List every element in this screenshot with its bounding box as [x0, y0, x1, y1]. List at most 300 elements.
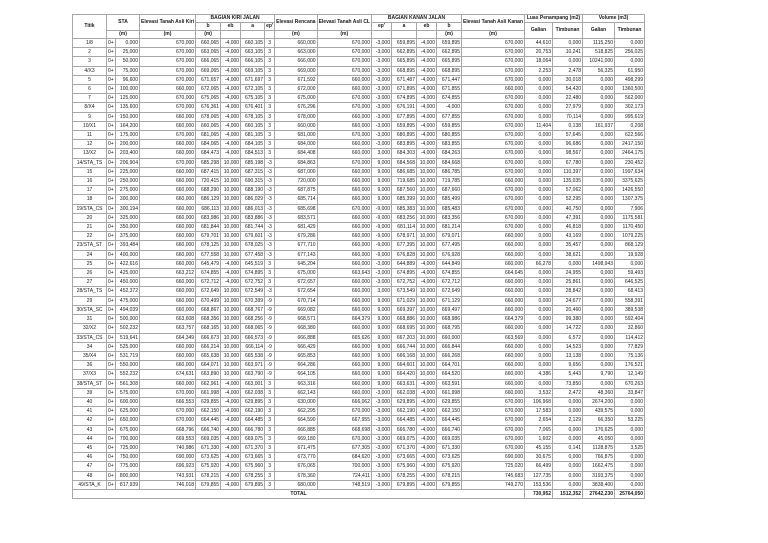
table-cell: -9 — [265, 361, 275, 370]
table-cell: 663,000 — [275, 48, 317, 57]
table-cell: 660,000 — [317, 361, 371, 370]
table-cell: 10,000 — [221, 158, 241, 167]
table-cell: 99,380 — [553, 315, 583, 324]
table-cell: 500,000 — [116, 315, 140, 324]
table-cell: 681,214 — [436, 223, 461, 232]
header-elev-kiri: Elevasi Tanah Asli Kiri — [140, 15, 196, 31]
table-cell: 43 — [73, 425, 107, 434]
table-cell: 681,844 — [196, 223, 221, 232]
table-cell: 552,232 — [116, 370, 140, 379]
table-cell: 9,000 — [371, 324, 391, 333]
table-row — [73, 296, 645, 305]
table-cell: 678,255 — [241, 471, 265, 480]
table-cell: 176,625 — [583, 425, 615, 434]
table-row — [73, 158, 645, 167]
unit-elev-kanan: (m) — [461, 31, 524, 39]
table-cell: 10,000 — [416, 241, 436, 250]
table-cell: 225,000 — [116, 167, 140, 176]
table-cell: 688,190 — [241, 186, 265, 195]
table-cell: 660,000 — [317, 121, 371, 130]
table-cell: 660,000 — [140, 250, 196, 259]
table-cell: 672,000 — [275, 85, 317, 94]
table-cell: 0,000 — [525, 103, 553, 112]
table-cell: 659,895 — [391, 39, 416, 48]
table-cell: 678,360 — [275, 471, 317, 480]
table-cell: 0+ — [108, 408, 114, 415]
table-cell: 669,075 — [391, 434, 416, 443]
table-cell: 0,138 — [553, 121, 583, 130]
table-cell: -3,000 — [371, 278, 391, 287]
table-cell: 675,105 — [241, 94, 265, 103]
header-ep-right: ep' — [371, 23, 391, 31]
table-cell: 660,000 — [317, 250, 371, 259]
table-cell: -4,000 — [416, 480, 436, 489]
total-vol-galian: 27642,230 — [583, 489, 615, 498]
table-cell: 666,780 — [391, 425, 416, 434]
table-cell: -4,000 — [221, 57, 241, 66]
table-cell: 679,855 — [436, 480, 461, 489]
table-cell: 766,875 — [583, 453, 615, 462]
table-cell: -4,000 — [221, 259, 241, 268]
table-cell: 663,065 — [196, 48, 221, 57]
table-cell: 678,971 — [391, 232, 416, 241]
table-cell: 0,000 — [525, 186, 553, 195]
table-cell: -9 — [265, 305, 275, 314]
table-cell: 663,790 — [241, 370, 265, 379]
table-cell: 250,000 — [116, 177, 140, 186]
table-cell: -4,000 — [221, 462, 241, 471]
table-cell: 562,000 — [615, 94, 645, 103]
table-cell: 26 — [73, 269, 107, 278]
table-cell: 671,697 — [241, 75, 265, 84]
table-cell: 12,149 — [615, 370, 645, 379]
table-cell: 21 — [73, 223, 107, 232]
table-cell: 663,316 — [275, 379, 317, 388]
table-cell: 1997,634 — [615, 167, 645, 176]
table-cell: 57,062 — [553, 186, 583, 195]
table-cell: 206,904 — [116, 158, 140, 167]
table-cell: 52,295 — [553, 195, 583, 204]
table-cell: 670,000 — [461, 434, 524, 443]
table-cell: 663,105 — [241, 48, 265, 57]
table-cell: 660,000 — [461, 361, 524, 370]
table-cell: 0,000 — [525, 158, 553, 167]
table-cell: -3,000 — [371, 434, 391, 443]
header-volume: Volume (m3) — [583, 15, 645, 23]
table-cell: 660,000 — [461, 370, 524, 379]
table-cell: 17,583 — [525, 407, 553, 416]
table-cell: 670,499 — [196, 296, 221, 305]
table-cell: 672,712 — [196, 278, 221, 287]
table-cell: 679,601 — [241, 232, 265, 241]
table-cell: 10,000 — [416, 296, 436, 305]
table-cell: 670,000 — [461, 131, 524, 140]
table-cell: 660,000 — [317, 213, 371, 222]
table-cell: 10,241 — [553, 48, 583, 57]
table-cell: 719,685 — [391, 177, 416, 186]
table-cell: 663,643 — [317, 269, 371, 278]
table-cell: 96,600 — [116, 75, 140, 84]
table-cell: 660,000 — [461, 278, 524, 287]
table-cell: -3,000 — [371, 85, 391, 94]
table-cell: 3 — [265, 66, 275, 75]
table-cell: 12 — [73, 140, 107, 149]
table-cell: 685,698 — [275, 204, 317, 213]
table-cell: 14,722 — [553, 324, 583, 333]
table-cell: 666,168 — [391, 351, 416, 360]
table-cell: -4,000 — [416, 85, 436, 94]
table-cell: 670,000 — [461, 213, 524, 222]
table-cell: -3 — [265, 177, 275, 186]
table-cell: -4,000 — [416, 407, 436, 416]
table-cell: 673,770 — [275, 453, 317, 462]
table-row — [73, 39, 645, 48]
table-cell: 0,000 — [583, 149, 615, 158]
table-cell: 683,986 — [196, 213, 221, 222]
table-cell: 1426,550 — [615, 186, 645, 195]
table-cell: -3,000 — [371, 397, 391, 406]
table-cell: 53,225 — [615, 416, 645, 425]
table-cell: 685,298 — [196, 158, 221, 167]
table-cell: 687,315 — [241, 167, 265, 176]
table-cell: -4,000 — [416, 269, 436, 278]
table-cell: 671,330 — [196, 443, 221, 452]
table-cell: 10,000 — [221, 213, 241, 222]
table-row — [73, 407, 645, 416]
table-cell: 672,105 — [241, 85, 265, 94]
table-cell: 684,105 — [241, 140, 265, 149]
table-cell: 670,000 — [317, 57, 371, 66]
table-row — [73, 443, 645, 452]
table-cell: 25 — [73, 259, 107, 268]
table-cell: -3,000 — [371, 416, 391, 425]
table-cell: -3 — [265, 213, 275, 222]
table-cell: 0,000 — [553, 453, 583, 462]
table-cell: 0+ — [108, 279, 114, 286]
table-cell: 686,129 — [196, 195, 221, 204]
table-cell: -3,000 — [371, 140, 391, 149]
table-cell: 13/X2 — [73, 149, 107, 158]
table-cell: 0,000 — [525, 232, 553, 241]
header-eb-left: eb — [221, 23, 241, 31]
table-cell: -3,000 — [371, 269, 391, 278]
table-cell: 0+ — [108, 362, 114, 369]
table-cell: 629,895 — [391, 397, 416, 406]
table-cell: -4,000 — [221, 75, 241, 84]
table-cell: 660,000 — [140, 379, 196, 388]
table-cell: 0,000 — [583, 324, 615, 333]
table-cell: 0,000 — [525, 287, 553, 296]
table-cell: 1662,475 — [583, 462, 615, 471]
table-cell: 0,000 — [583, 140, 615, 149]
table-cell: 681,744 — [241, 223, 265, 232]
table-cell: 677,395 — [391, 241, 416, 250]
table-cell: 494,039 — [116, 305, 140, 314]
table-cell: 10,000 — [416, 223, 436, 232]
table-cell: 0,000 — [583, 204, 615, 213]
table-cell: 0,000 — [615, 480, 645, 489]
table-cell: 666,888 — [275, 333, 317, 342]
table-cell: -4,000 — [221, 278, 241, 287]
table-cell: 660,000 — [317, 388, 371, 397]
table-cell: 663,001 — [241, 379, 265, 388]
table-cell: 666,268 — [436, 351, 461, 360]
table-cell: 0,000 — [583, 158, 615, 167]
table-cell: 724,411 — [317, 471, 371, 480]
table-cell: -4,000 — [221, 388, 241, 397]
table-cell: 668,380 — [275, 324, 317, 333]
total-luas-timbunan: 1512,352 — [553, 489, 583, 498]
table-cell: 687,875 — [275, 186, 317, 195]
table-cell: 668,886 — [391, 315, 416, 324]
table-cell: 743,931 — [140, 471, 196, 480]
table-cell: 1170,450 — [615, 223, 645, 232]
table-cell: -4,000 — [416, 57, 436, 66]
table-cell: 660,000 — [317, 223, 371, 232]
table-cell: 686,785 — [436, 167, 461, 176]
table-cell: 24,677 — [553, 296, 583, 305]
table-cell: 670,000 — [317, 103, 371, 112]
table-cell: 7 — [73, 94, 107, 103]
table-cell: 98,567 — [553, 149, 583, 158]
table-cell: 663,971 — [241, 361, 265, 370]
table-cell: 0,000 — [615, 434, 645, 443]
table-cell: 16 — [73, 177, 107, 186]
table-cell: 475,000 — [116, 296, 140, 305]
table-cell: 164,200 — [116, 121, 140, 130]
table-cell: 662,895 — [391, 48, 416, 57]
table-cell: 525,000 — [116, 342, 140, 351]
table-cell: 10,000 — [221, 315, 241, 324]
table-cell: 664,286 — [275, 361, 317, 370]
table-cell: 450,000 — [116, 278, 140, 287]
table-cell: -4,000 — [221, 48, 241, 57]
table-cell: 663,757 — [140, 324, 196, 333]
table-cell: 10,000 — [416, 167, 436, 176]
table-cell: -4,000 — [416, 140, 436, 149]
table-cell: 666,573 — [241, 333, 265, 342]
table-cell: -4,000 — [416, 66, 436, 75]
table-cell: -3 — [265, 250, 275, 259]
table-cell: 670,000 — [140, 94, 196, 103]
table-cell: 3,000 — [371, 149, 391, 158]
table-cell: 502,232 — [116, 324, 140, 333]
header-a-right: a — [391, 23, 416, 31]
table-cell: 660,000 — [317, 259, 371, 268]
table-cell: 0+ — [108, 426, 114, 433]
table-row — [73, 434, 645, 443]
table-cell: 0,000 — [583, 186, 615, 195]
table-row — [73, 177, 645, 186]
table-cell: 22,480 — [553, 94, 583, 103]
table-cell: 675,960 — [241, 462, 265, 471]
table-cell: 662,895 — [436, 48, 461, 57]
table-cell: 10,000 — [416, 324, 436, 333]
table-cell: 670,000 — [140, 416, 196, 425]
table-cell: 660,000 — [275, 121, 317, 130]
table-cell: 670,000 — [461, 407, 524, 416]
table-cell: 664,485 — [241, 416, 265, 425]
table-cell: 400,000 — [116, 250, 140, 259]
table-cell: 0,000 — [525, 112, 553, 121]
table-cell: 0,000 — [525, 324, 553, 333]
table-cell: 676,065 — [275, 462, 317, 471]
table-cell: 0,000 — [525, 351, 553, 360]
table-cell: 670,000 — [317, 131, 371, 140]
table-cell: -4,000 — [416, 471, 436, 480]
table-cell: 684,668 — [436, 158, 461, 167]
table-cell: 675,065 — [196, 94, 221, 103]
table-cell: 9,000 — [371, 333, 391, 342]
table-cell: 28,842 — [553, 287, 583, 296]
table-cell: 678,025 — [241, 241, 265, 250]
table-cell: 748,519 — [317, 480, 371, 489]
table-cell: 670,000 — [317, 66, 371, 75]
table-cell: 0+ — [108, 58, 114, 65]
table-cell: 10,000 — [416, 351, 436, 360]
table-cell: 660,000 — [461, 351, 524, 360]
table-cell: 0,000 — [553, 480, 583, 489]
table-cell: 666,065 — [196, 57, 221, 66]
table-cell: 9,000 — [371, 186, 391, 195]
table-cell: 10,000 — [416, 287, 436, 296]
table-cell: 675,920 — [196, 462, 221, 471]
table-cell: 646,525 — [615, 278, 645, 287]
table-cell: 2417,150 — [615, 140, 645, 149]
table-cell: -3 — [265, 232, 275, 241]
table-cell: 660,000 — [140, 121, 196, 130]
table-cell: 670,000 — [140, 158, 196, 167]
table-cell: 13,138 — [553, 351, 583, 360]
table-cell: 725,000 — [116, 443, 140, 452]
table-cell: 0+ — [108, 472, 114, 479]
table-cell: 660,000 — [317, 342, 371, 351]
table-cell: 1079,225 — [615, 232, 645, 241]
table-cell: 681,105 — [241, 131, 265, 140]
table-cell: 672,712 — [436, 278, 461, 287]
table-cell: 135,600 — [116, 103, 140, 112]
table-cell: 670,000 — [317, 94, 371, 103]
table-cell: 676,828 — [391, 250, 416, 259]
table-cell: 0,000 — [583, 131, 615, 140]
table-cell: 561,308 — [116, 379, 140, 388]
table-cell: 0,000 — [525, 269, 553, 278]
table-cell: 680,855 — [436, 131, 461, 140]
table-cell: -9 — [265, 333, 275, 342]
table-cell: 0,000 — [525, 204, 553, 213]
table-cell: 677,895 — [391, 112, 416, 121]
table-cell: 668,895 — [436, 66, 461, 75]
table-cell: 38,621 — [553, 250, 583, 259]
table-cell: -4,000 — [416, 103, 436, 112]
table-cell: 667,203 — [391, 333, 416, 342]
table-row — [73, 195, 645, 204]
table-cell: 34 — [73, 342, 107, 351]
table-cell: 9,000 — [371, 379, 391, 388]
table-cell: 10,000 — [416, 315, 436, 324]
table-cell: 0+ — [108, 389, 114, 396]
table-row — [73, 112, 645, 121]
table-cell: 518,825 — [583, 48, 615, 57]
table-cell: -9 — [265, 296, 275, 305]
table-cell: 690,000 — [461, 453, 524, 462]
table-cell: 10,000 — [221, 250, 241, 259]
table-cell: 10,000 — [416, 158, 436, 167]
header-vol-galian: Galian — [583, 23, 615, 39]
table-cell: 0+ — [108, 67, 114, 74]
table-cell: 67,780 — [553, 158, 583, 167]
table-cell: 670,000 — [140, 48, 196, 57]
table-cell: 670,000 — [461, 66, 524, 75]
table-cell: 670,000 — [140, 407, 196, 416]
table-cell: 0+ — [108, 233, 114, 240]
table-cell: -4,000 — [416, 48, 436, 57]
table-cell: 670,000 — [317, 434, 371, 443]
table-cell: 668,867 — [196, 305, 221, 314]
table-cell: 422,616 — [116, 259, 140, 268]
table-cell: 8/X4 — [73, 103, 107, 112]
table-cell: 676,191 — [391, 103, 416, 112]
table-cell: 3193,375 — [583, 471, 615, 480]
table-cell: 687,560 — [391, 186, 416, 195]
table-cell: -3,000 — [371, 94, 391, 103]
table-cell: 684,568 — [391, 158, 416, 167]
table-cell: 676,401 — [241, 103, 265, 112]
table-cell: 670,000 — [461, 416, 524, 425]
table-cell: 9,000 — [371, 361, 391, 370]
table-cell: 0+ — [108, 214, 114, 221]
table-cell: 24 — [73, 250, 107, 259]
table-row — [73, 287, 645, 296]
table-cell: -4,000 — [221, 66, 241, 75]
table-cell: 256,025 — [615, 48, 645, 57]
table-cell: -4,000 — [221, 425, 241, 434]
header-luas: Luas Penampang (m2) — [525, 15, 583, 23]
table-cell: 0,000 — [583, 75, 615, 84]
table-cell: 10,000 — [221, 287, 241, 296]
table-cell: 22 — [73, 232, 107, 241]
table-cell: 275,000 — [116, 186, 140, 195]
table-cell: 3 — [265, 388, 275, 397]
table-cell: 1/8 — [73, 39, 107, 48]
table-cell: 0,000 — [525, 223, 553, 232]
table-row — [73, 305, 645, 314]
table-cell: 675,960 — [391, 462, 416, 471]
table-cell: 670,000 — [140, 131, 196, 140]
table-cell: 677,305 — [317, 443, 371, 452]
table-cell: -3,000 — [371, 453, 391, 462]
table-cell: 672,752 — [391, 278, 416, 287]
table-cell: 30/STA_SC — [73, 305, 107, 314]
table-cell: 175,000 — [116, 131, 140, 140]
table-cell: 127,735 — [525, 471, 553, 480]
table-cell: 660,000 — [140, 186, 196, 195]
table-cell: 20,753 — [525, 48, 553, 57]
table-cell: 18,064 — [525, 57, 553, 66]
table-cell: 0+ — [108, 141, 114, 148]
table-cell: 670,000 — [140, 388, 196, 397]
table-cell: 660,000 — [317, 379, 371, 388]
table-cell: 46 — [73, 453, 107, 462]
table-cell: 25,000 — [116, 48, 140, 57]
table-cell: 0,000 — [583, 361, 615, 370]
table-cell: 452,372 — [116, 287, 140, 296]
table-cell: 645,519 — [241, 259, 265, 268]
table-cell: 3 — [265, 416, 275, 425]
table-cell: 10,000 — [416, 204, 436, 213]
table-cell: 44 — [73, 434, 107, 443]
table-cell: 0+ — [108, 260, 114, 267]
